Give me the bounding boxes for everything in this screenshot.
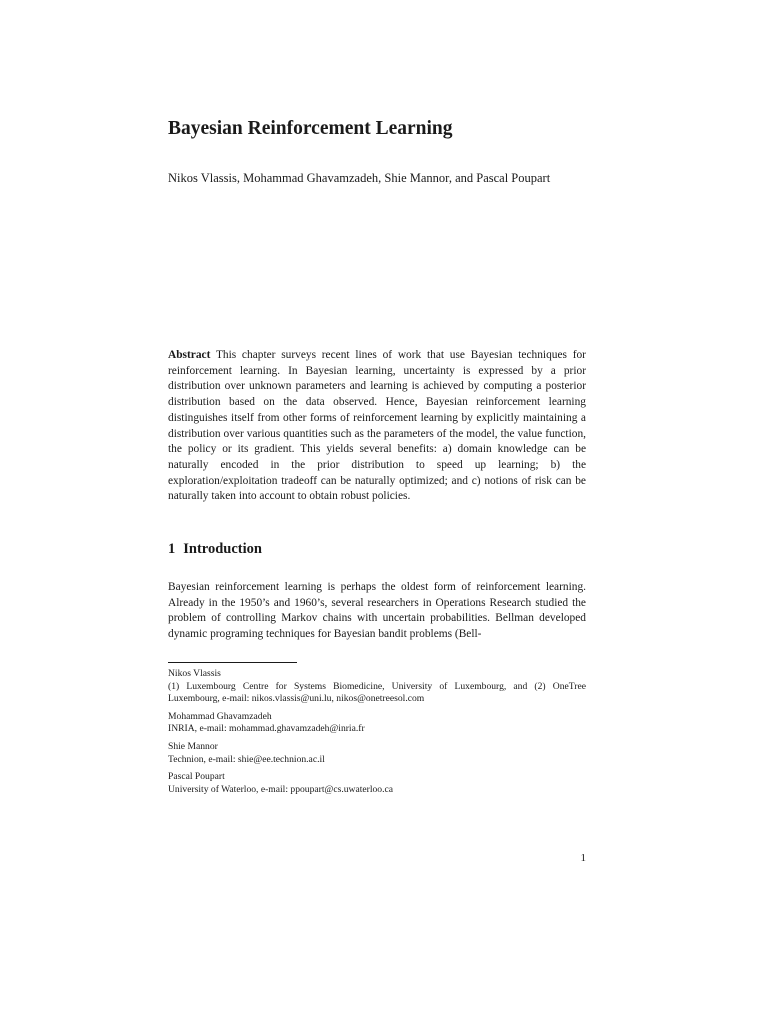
- page-number: 1: [580, 852, 586, 864]
- footnote-author-name: Pascal Poupart: [168, 771, 225, 783]
- section-title: Introduction: [183, 541, 262, 557]
- footnote-author-name: Mohammad Ghavamzadeh: [168, 710, 272, 722]
- footnote-item: [168, 668, 586, 706]
- footnote-affiliation: University of Waterloo, e-mail: ppoupart@cs.uwaterloo.ca: [168, 783, 394, 795]
- abstract-label: Abstract: [168, 349, 211, 361]
- author-footnotes: [168, 668, 586, 801]
- section-number: 1: [168, 541, 176, 557]
- footnote-author-name: Nikos Vlassis: [168, 668, 221, 679]
- footnote-item: [168, 711, 586, 736]
- abstract: [168, 348, 586, 505]
- footnote-affiliation: Technion, e-mail: shie@ee.technion.ac.il: [168, 753, 325, 765]
- footnote-divider: [168, 662, 297, 663]
- footnote-item: [168, 771, 586, 796]
- author-list: Nikos Vlassis, Mohammad Ghavamzadeh, Shie Mannor, and Pascal Poupart: [168, 171, 551, 185]
- section-heading: [168, 541, 262, 558]
- footnote-affiliation: INRIA, e-mail: mohammad.ghavamzadeh@inria.fr: [168, 723, 365, 735]
- footnote-item: [168, 741, 586, 766]
- abstract-text: This chapter surveys recent lines of work that use Bayesian techniques for reinforcement learning. In Bayesian learning, uncertainty is expressed by a prior distribution over unknown parameters and learning is achieved by computing a posterior distribution based on the data observed. Hence, Bayesian reinforcement learning distinguishes itself from other forms of reinforcement learning by explicitly maintaining a distribution over various quantities such as the parameters of the model, the value function, the policy or its gradient. This yields several benefits: a) domain knowledge can be naturally encoded in the prior distribution to speed up learning; b) the exploration/exploitation tradeoff can be naturally optimized; and c) notions of risk can be naturally taken into account to obtain robust policies.: [168, 349, 586, 503]
- footnote-author-name: Shie Mannor: [168, 740, 218, 752]
- paper-title: Bayesian Reinforcement Learning: [168, 118, 453, 139]
- footnote-affiliation: (1) Luxembourg Centre for Systems Biomedicine, University of Luxembourg, and (2) OneTree Luxembourg, e-mail: nikos.vlassis@uni.lu, nikos@onetreesol.com: [168, 680, 586, 705]
- introduction-paragraph: Bayesian reinforcement learning is perhaps the oldest form of reinforcement learning. Already in the 1950’s and 1960’s, several researchers in Operations Research studied the problem of controlling Markov chains with uncertain probabilities. Bellman developed dynamic programing techniques for Bayesian bandit problems (Bell-: [168, 581, 586, 641]
